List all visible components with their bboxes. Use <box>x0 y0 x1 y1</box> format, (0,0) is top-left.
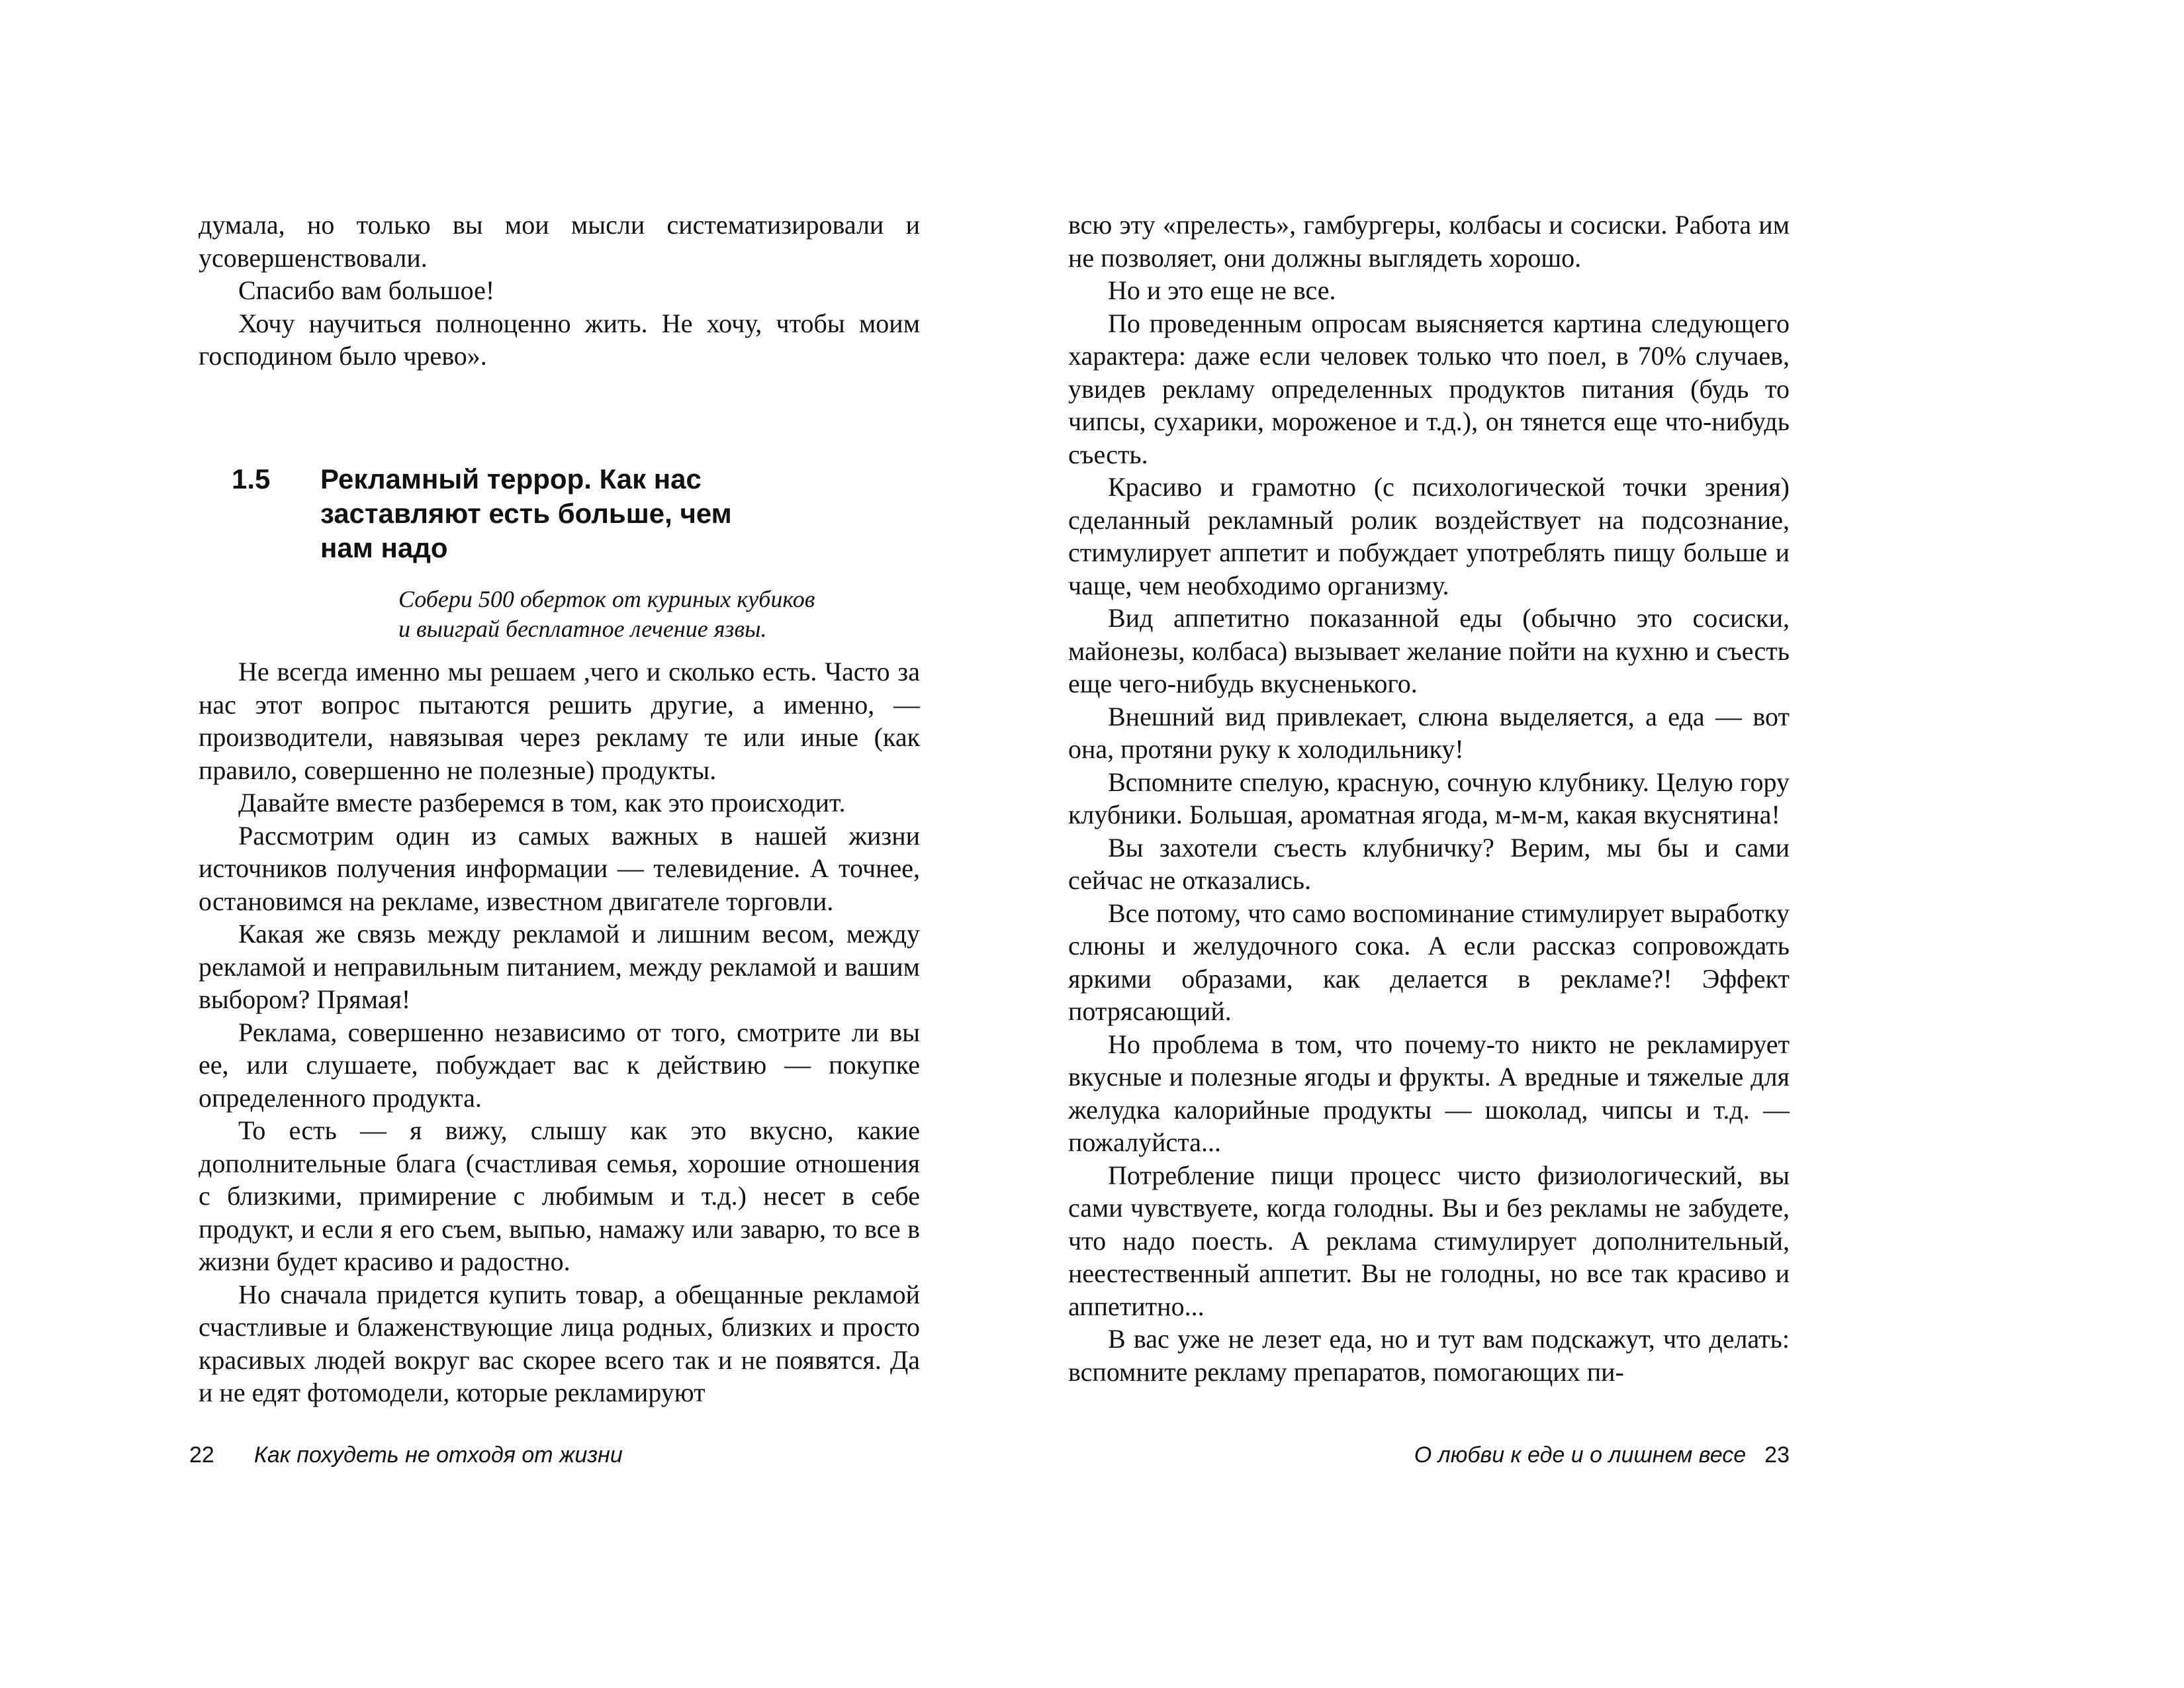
paragraph: Вид аппетитно показанной еды (обычно это сосиски, майонезы, колбаса) вызывает желание пойти на кухню и съесть еще чего-нибудь вкусненького. <box>1068 603 1790 698</box>
paragraph: Красиво и грамотно (с психологической точки зрения) сделанный рекламный ролик воздействует на подсознание, стимулирует аппетит и побуждает употреблять пищу больше и чаще, чем необходимо организму. <box>1068 472 1790 600</box>
paragraph: В вас уже не лезет еда, но и тут вам подскажут, что делать: вспомните рекламу препаратов, помогающих пи- <box>1068 1324 1790 1387</box>
paragraph: Но проблема в том, что почему-то никто не рекламирует вкусные и полезные ягоды и фрукты. А вредные и тяжелые для желудка калорийные продукты — шоколад, чипсы и т.д. — пожалуйста... <box>1068 1029 1790 1157</box>
paragraph: Потребление пищи процесс чисто физиологический, вы сами чувствуете, когда голодны. Вы и без рекламы не забудете, что надо поесть. А реклама стимулирует дополнительный, неестественный аппетит. Вы не голодны, но все так красиво и аппетитно... <box>1068 1160 1790 1321</box>
left-main-text <box>199 655 920 1409</box>
section-number: 1.5 <box>232 463 271 494</box>
paragraph: Вы захотели съесть клубничку? Верим, мы бы и сами сейчас не отказались. <box>1068 832 1790 895</box>
paragraph: Но и это еще не все. <box>1108 275 1336 305</box>
section-title-line: нам надо <box>320 532 448 563</box>
paragraph: Все потому, что само воспоминание стимулирует выработку слюны и желудочного сока. А если рассказ сопровождать яркими образами, как делается в рекламе?! Эффект потрясающий. <box>1068 898 1790 1026</box>
right-footer <box>1414 1442 1790 1468</box>
paragraph: По проведенным опросам выясняется картина следующего характера: даже если человек только что поел, в 70% случаев, увидев рекламу определенных продуктов питания (будь то чипсы, сухарики, мороженое и т.д.), он тянется еще что-нибудь съесть. <box>1068 308 1790 469</box>
paragraph: думала, но только вы мои мысли систематизировали и усовершенствовали. <box>199 210 920 273</box>
paragraph: Не всегда именно мы решаем ,чего и сколько есть. Часто за нас этот вопрос пытаются решить другие, а именно, — производители, навязывая через рекламу те или иные (как правило, совершенно не полезные) продукты. <box>199 657 920 785</box>
epigraph-line: и выиграй бесплатное лечение язвы. <box>398 616 767 642</box>
section-title-line: заставляют есть больше, чем <box>320 498 732 529</box>
epigraph <box>398 585 920 644</box>
page-number: 23 <box>1764 1442 1790 1468</box>
paragraph: То есть — я вижу, слышу как это вкусно, какие дополнительные блага (счастливая семья, хорошие отношения с близкими, примирение с любимым и т.д.) несет в себе продукт, и если я его съем, выпью, намажу или заварю, то все в жизни будет красиво и радостно. <box>199 1115 920 1276</box>
paragraph: Но сначала придется купить товар, а обещанные рекламой счастливые и блаженствующие лица родных, близких и просто красивых людей вокруг вас скорее всего так и не появятся. Да и не едят фотомодели, которые рекламируют <box>199 1279 920 1407</box>
paragraph: Реклама, совершенно независимо от того, смотрите ли вы ее, или слушаете, побуждает вас к действию — покупке определенного продукта. <box>199 1017 920 1113</box>
paragraph: Рассмотрим один из самых важных в нашей жизни источников получения информации — телевидение. А точнее, остановимся на рекламе, известном двигателе торговли. <box>199 820 920 916</box>
paragraph: Спасибо вам большое! <box>238 275 495 305</box>
paragraph: всю эту «прелесть», гамбургеры, колбасы и сосиски. Работа им не позволяет, они должны выглядеть хорошо. <box>1068 210 1790 273</box>
paragraph: Внешний вид привлекает, слюна выделяется, а еда — вот она, протяни руку к холодильнику! <box>1068 701 1790 764</box>
page-number: 22 <box>189 1442 214 1468</box>
section-title-line: Рекламный террор. Как нас <box>320 463 702 494</box>
right-main-text <box>1068 209 1790 1388</box>
paragraph: Хочу научиться полноценно жить. Не хочу, чтобы моим господином было чрево». <box>199 308 920 371</box>
paragraph: Вспомните спелую, красную, сочную клубнику. Целую гору клубники. Большая, ароматная ягода, м-м-м, какая вкуснятина! <box>1068 767 1790 829</box>
running-title: О любви к еде и о лишнем весе <box>1414 1442 1747 1468</box>
running-title: Как похудеть не отходя от жизни <box>253 1442 623 1468</box>
epigraph-line: Собери 500 оберток от куриных кубиков <box>398 586 815 612</box>
paragraph: Давайте вместе разберемся в том, как это происходит. <box>238 788 846 818</box>
section-heading <box>232 462 920 565</box>
left-top-text <box>199 209 920 373</box>
paragraph: Какая же связь между рекламой и лишним весом, между рекламой и неправильным питанием, между рекламой и вашим выбором? Прямая! <box>199 919 920 1014</box>
left-footer <box>189 1442 623 1468</box>
